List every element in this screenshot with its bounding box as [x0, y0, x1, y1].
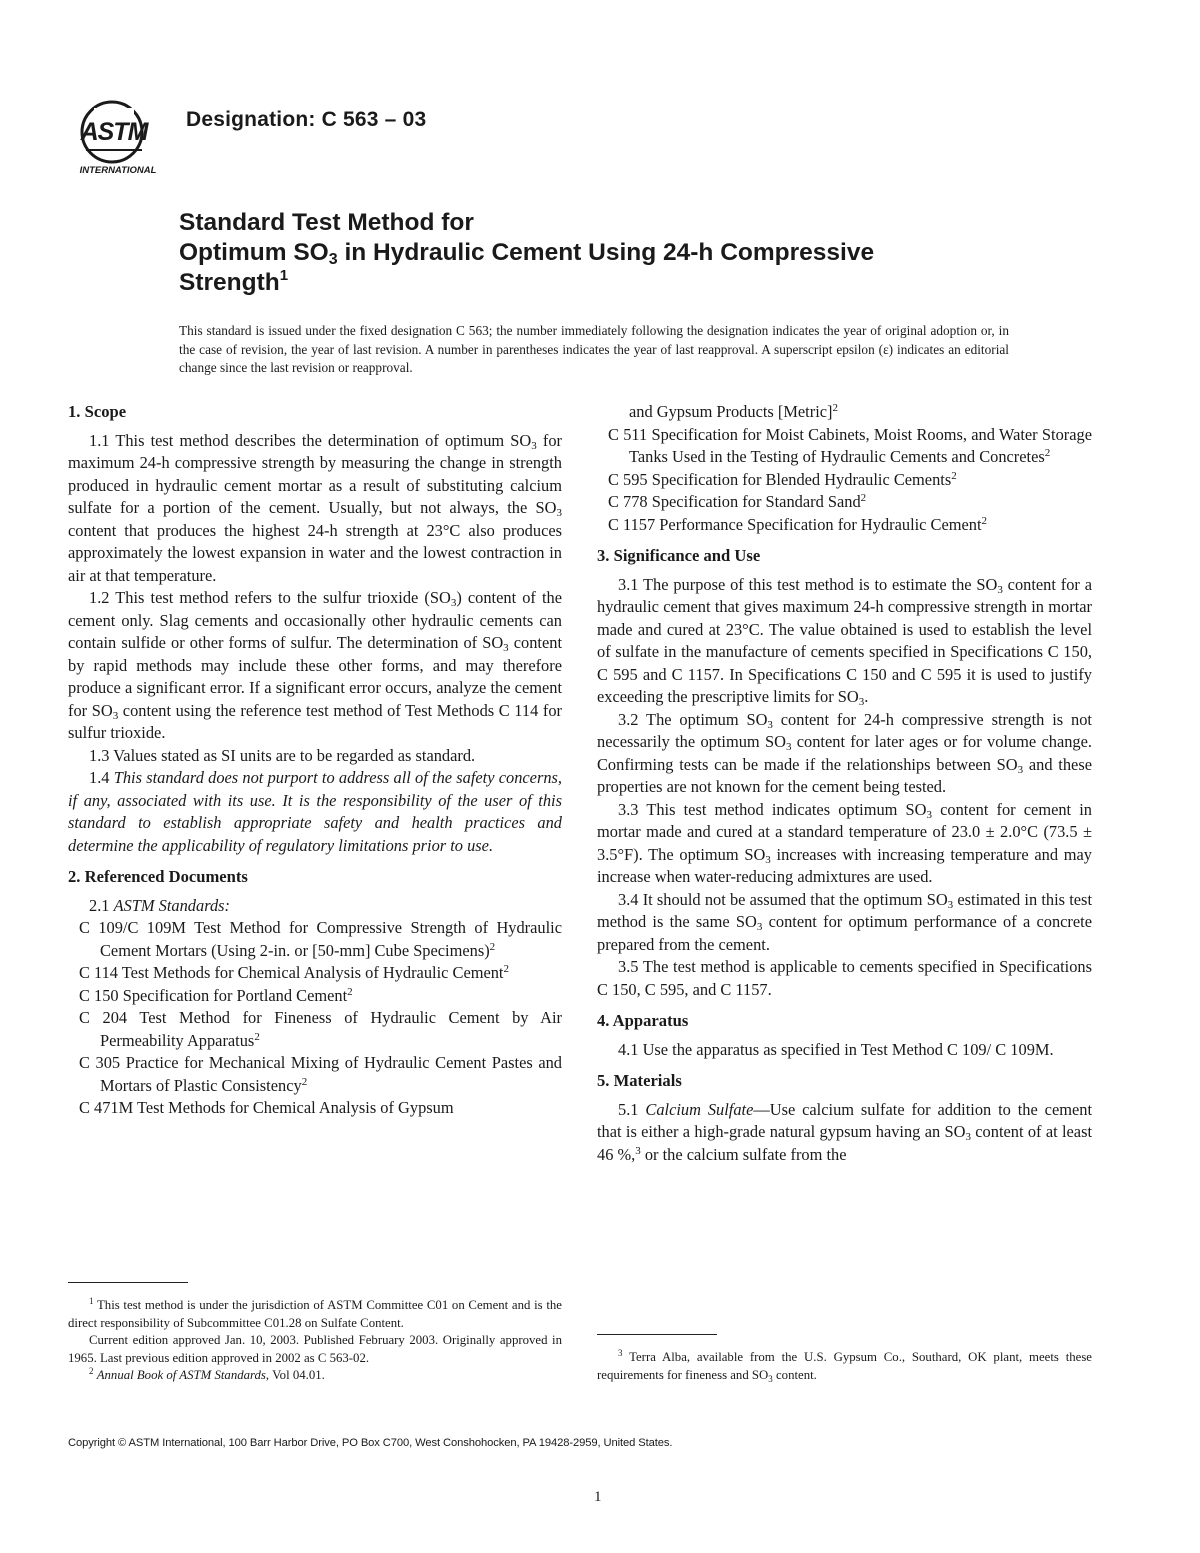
- astm-logo-graphic: [66, 94, 172, 180]
- left-column: [68, 401, 562, 1120]
- paragraph-3-4: 3.4 It should not be assumed that the optimum $SO_3$ estimated in this test method is the same $SO_3$ content for optimum performance of a concrete prepared from the cement.: [597, 889, 1092, 954]
- reference-item: C 778 Specification for Standard Sand$^2$: [608, 492, 867, 511]
- reference-item: C 204 Test Method for Fineness of Hydraulic Cement by Air Permeability Apparatus$^2$: [79, 1008, 562, 1050]
- paragraph-5-1: 5.1 Calcium Sulfate—Use calcium sulfate for addition to the cement that is either a high-grade natural gypsum having an $SO_3$ content of at least 46 %,$^3$ or the calcium sulfate from the: [597, 1099, 1093, 1164]
- footnote-3: $^3$ Terra Alba, available from the U.S. Gypsum Co., Southard, OK plant, meets these requirements for fineness and $SO_3$ content.: [597, 1348, 1092, 1384]
- footnote-divider: [68, 1282, 188, 1283]
- paragraph-1-3: 1.3 Values stated as SI units are to be regarded as standard.: [89, 745, 476, 765]
- reference-item: C 1157 Performance Specification for Hydraulic Cement$^2$: [608, 514, 988, 534]
- reference-item: C 150 Specification for Portland Cement$^2$: [79, 985, 353, 1005]
- reference-item: C 114 Test Methods for Chemical Analysis of Hydraulic Cement$^2$: [79, 963, 509, 982]
- title-line-1: Standard Test Method for: [179, 209, 474, 236]
- footnotes-right: [597, 1349, 1092, 1384]
- section-heading-significance: 3. Significance and Use: [597, 546, 761, 565]
- title-line-2: Optimum $SO_3$ in Hydraulic Cement Using 24-h Compressive: [179, 239, 875, 268]
- title-line-3: Strength$^1$: [179, 267, 289, 296]
- reference-item: C 471M Test Methods for Chemical Analysis of Gypsum: [79, 1098, 454, 1117]
- paragraph-1-2: 1.2 This test method refers to the sulfur trioxide $(SO_3)$ content of the cement only. Slag cements and occasionally other hydraulic cements can contain sulfide or other forms of sulfur. The determination of $SO_3$ content by rapid methods may include these other forms, and may therefore produce a significant error. If a significant error occurs, analyze the cement for $SO_3$ content using the reference test method of Test Methods C 114 for sulfur trioxide.: [68, 588, 562, 742]
- footnote-1-edition: Current edition approved Jan. 10, 2003. Published February 2003. Originally approved in 1965. Last previous edition approved in 2002 as C 563-02.: [68, 1333, 562, 1365]
- svg-text:INTERNATIONAL: INTERNATIONAL: [79, 165, 157, 176]
- document-title: [179, 208, 1079, 298]
- footnote-2: $^2$ Annual Book of ASTM Standards, Vol 04.01.: [89, 1366, 325, 1382]
- paragraph-1-1: 1.1 This test method describes the determination of optimum $SO_3$ for maximum 24-h compressive strength by measuring the change in strength produced in hydraulic cement mortar as a result of substituting calcium sulfate for a portion of the cement. Usually, but not always, the $SO_3$ content that produces the highest 24-h strength at 23°C also produces approximately the lowest expansion in water and the lowest contraction in air at that temperature.: [68, 430, 562, 585]
- copyright-notice: Copyright © ASTM International, 100 Barr Harbor Drive, PO Box C700, West Conshohocken, PA 19428-2959, United States.: [68, 1437, 673, 1449]
- right-column: [597, 401, 1092, 1166]
- astm-logo: [66, 94, 172, 180]
- footnote-1: $^1$ This test method is under the jurisdiction of ASTM Committee C01 on Cement and is the direct responsibility of Subcommittee C01.28 on Sulfate Content.: [68, 1296, 562, 1330]
- section-heading-apparatus: 4. Apparatus: [597, 1011, 689, 1030]
- paragraph-3-2: 3.2 The optimum $SO_3$ content for 24-h compressive strength is not necessarily the optimum $SO_3$ content for later ages or for volume change. Confirming tests can be made if the relationships between $SO_3$ and these properties are not known for the cement being tested.: [597, 709, 1092, 796]
- paragraph-3-5: 3.5 The test method is applicable to cements specified in Specifications C 150, C 595, and C 1157.: [597, 957, 1092, 999]
- paragraph-3-3: 3.3 This test method indicates optimum $SO_3$ content for cement in mortar made and cured at a standard temperature of 23.0 ± 2.0°C (73.5 ± 3.5°F). The optimum $SO_3$ increases with increasing temperature and may increase when water-reducing admixtures are used.: [597, 799, 1092, 886]
- paragraph-2-1: 2.1 ASTM Standards:: [89, 895, 231, 915]
- section-heading-scope: 1. Scope: [68, 402, 127, 421]
- paragraph-1-4: 1.4 This standard does not purport to address all of the safety concerns, if any, associated with its use. It is the responsibility of the user of this standard to establish appropriate safety and health practices and determine the applicability of regulatory limitations prior to use.: [68, 768, 562, 855]
- reference-item-continued: and Gypsum Products [Metric]$^2$: [629, 402, 838, 421]
- issuance-note: This standard is issued under the fixed designation C 563; the number immediately following the designation indicates the year of original adoption or, in the case of revision, the year of last revision. A number in parentheses indicates the year of last reapproval. A superscript epsilon (ε) indicates an editorial change since the last revision or reapproval.: [179, 323, 1009, 375]
- reference-item: C 109/C 109M Test Method for Compressive Strength of Hydraulic Cement Mortars (Using 2-in. or [50-mm] Cube Specimens)$^2$: [79, 918, 562, 960]
- section-heading-referenced-documents: 2. Referenced Documents: [68, 867, 248, 886]
- section-heading-materials: 5. Materials: [597, 1071, 682, 1090]
- svg-text:ASTM: ASTM: [80, 118, 148, 146]
- footnote-divider: [597, 1334, 717, 1335]
- reference-item: C 305 Practice for Mechanical Mixing of Hydraulic Cement Pastes and Mortars of Plastic Consistency$^2$: [79, 1053, 562, 1095]
- reference-item: C 595 Specification for Blended Hydraulic Cements$^2$: [608, 469, 957, 489]
- reference-item: C 511 Specification for Moist Cabinets, Moist Rooms, and Water Storage Tanks Used in the Testing of Hydraulic Cements and Concretes$^2$: [608, 424, 1092, 466]
- paragraph-3-1: 3.1 The purpose of this test method is to estimate the $SO_3$ content for a hydraulic cement that gives maximum 24-h compressive strength in mortar made and cured at 23°C. The value obtained is used to establish the level of sulfate in the manufacture of cements specified in Specifications C 150, C 595 and C 1157. In Specifications C 150 and C 595 it is used to justify exceeding the prescriptive limits for $SO_3$.: [597, 574, 1092, 708]
- designation: Designation: C 563 – 03: [186, 108, 427, 131]
- page-number: 1: [594, 1489, 602, 1505]
- paragraph-4-1: 4.1 Use the apparatus as specified in Test Method C 109/ C 109M.: [618, 1039, 1054, 1059]
- footnotes-left: [68, 1297, 562, 1385]
